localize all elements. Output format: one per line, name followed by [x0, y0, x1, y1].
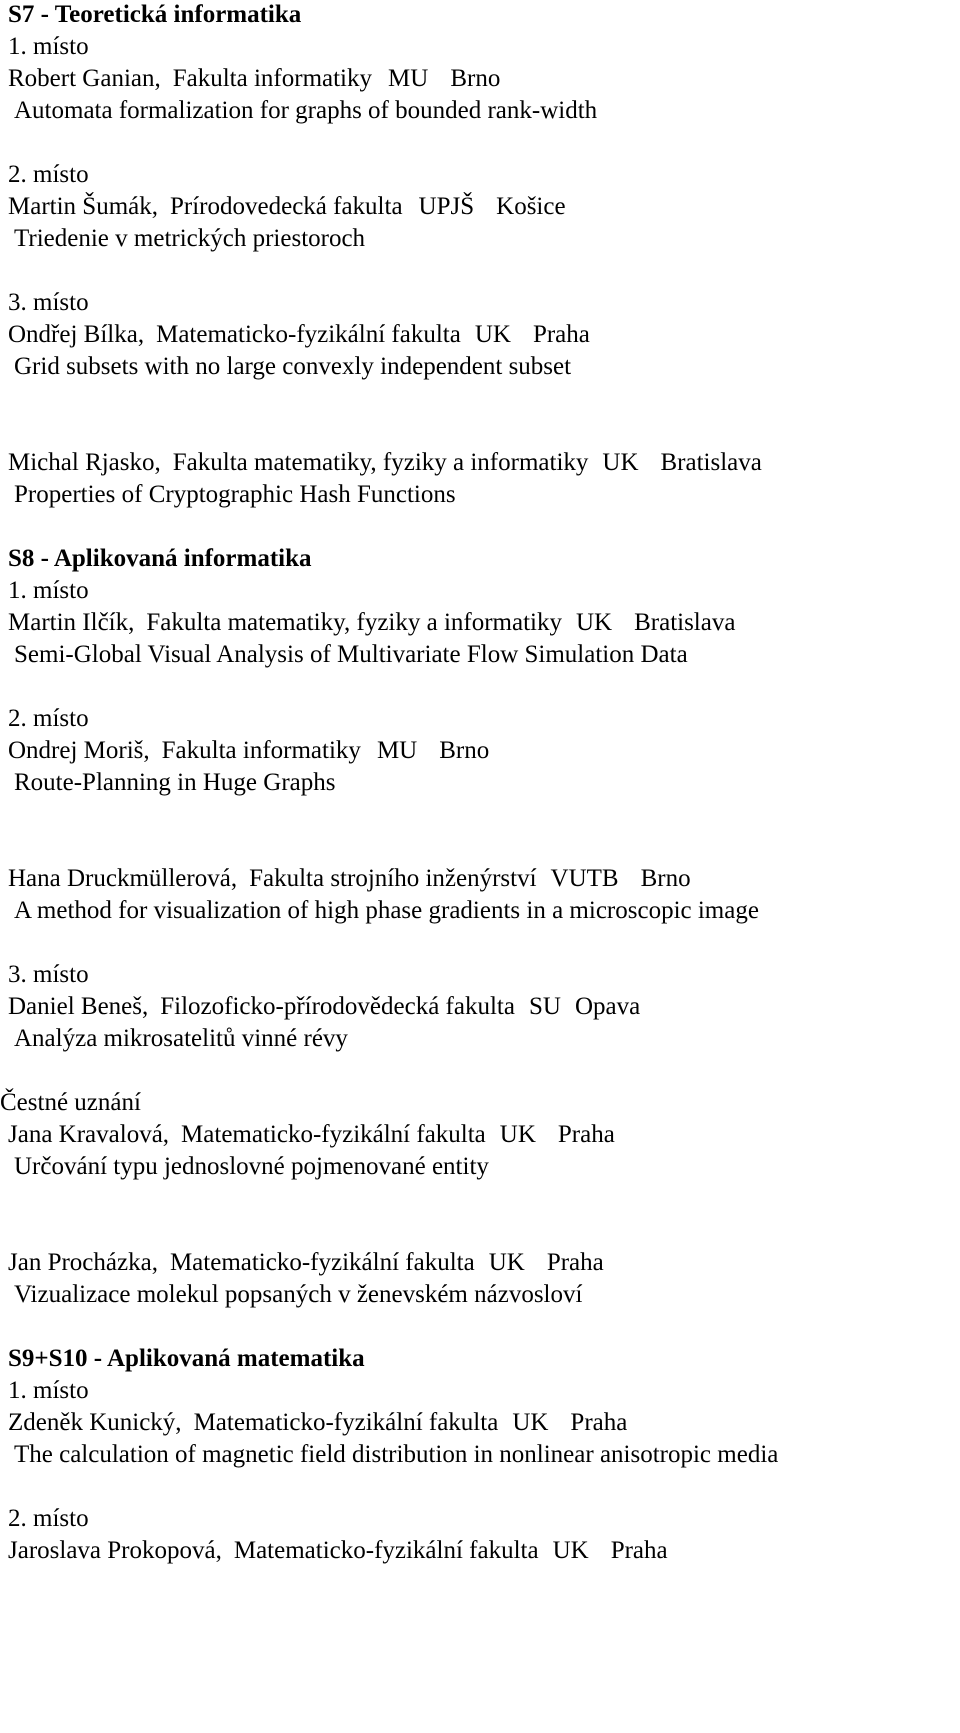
author-line	[8, 1248, 604, 1278]
author-line	[8, 864, 691, 894]
faculty: Fakulta informatiky	[172, 65, 373, 92]
university: UK	[602, 449, 639, 476]
city: Brno	[439, 737, 490, 764]
university: MU	[388, 65, 429, 92]
author-line	[8, 992, 640, 1022]
author-name: Daniel Beneš,	[8, 993, 149, 1020]
university: UK	[488, 1249, 525, 1276]
faculty: Matematicko-fyzikální fakulta	[233, 1537, 539, 1564]
faculty: Matematicko-fyzikální fakulta	[156, 321, 461, 348]
section-heading: S8 - Aplikovaná informatika	[8, 545, 312, 572]
university: UK	[474, 321, 511, 348]
author-line	[8, 320, 590, 350]
section-heading: S7 - Teoretická informatika	[8, 1, 302, 28]
author-name: Martin Šumák,	[8, 193, 158, 220]
place-label: 1. místo	[8, 33, 89, 60]
paper-title: Analýza mikrosatelitů vinné révy	[14, 1025, 348, 1052]
author-line	[8, 1120, 615, 1150]
place-label: 3. místo	[8, 289, 89, 316]
author-name: Jaroslava Prokopová,	[8, 1537, 222, 1564]
city: Bratislava	[660, 449, 762, 476]
faculty: Matematicko-fyzikální fakulta	[193, 1409, 499, 1436]
place-label: 1. místo	[8, 1377, 89, 1404]
section-heading: S9+S10 - Aplikovaná matematika	[8, 1345, 365, 1372]
paper-title: Triedenie v metrických priestoroch	[14, 225, 366, 252]
author-line	[8, 736, 489, 766]
author-name: Jana Kravalová,	[8, 1121, 170, 1148]
city: Praha	[546, 1249, 604, 1276]
paper-title: Route-Planning in Huge Graphs	[14, 769, 336, 796]
paper-title: Semi-Global Visual Analysis of Multivariate Flow Simulation Data	[14, 641, 688, 668]
author-line	[8, 192, 566, 222]
faculty: Matematicko-fyzikální fakulta	[181, 1121, 486, 1148]
university: SU	[528, 993, 561, 1020]
place-label: 1. místo	[8, 577, 89, 604]
author-name: Ondrej Moriš,	[8, 737, 150, 764]
university: MU	[376, 737, 418, 764]
faculty: Filozoficko-přírodovědecká fakulta	[160, 993, 515, 1020]
paper-title: Vizualizace molekul popsaných v ženevském názvosloví	[14, 1281, 583, 1308]
city: Brno	[450, 65, 501, 92]
author-name: Martin Ilčík,	[8, 609, 135, 636]
faculty: Matematicko-fyzikální fakulta	[169, 1249, 475, 1276]
author-name: Jan Procházka,	[8, 1249, 158, 1276]
city: Praha	[532, 321, 590, 348]
author-line	[8, 608, 735, 638]
place-label: 2. místo	[8, 1505, 89, 1532]
paper-title: The calculation of magnetic field distribution in nonlinear anisotropic media	[14, 1441, 779, 1468]
university: UK	[575, 609, 613, 636]
author-name: Ondřej Bílka,	[8, 321, 145, 348]
author-line	[8, 1536, 668, 1566]
paper-title: Automata formalization for graphs of bounded rank-width	[14, 97, 598, 124]
faculty: Fakulta matematiky, fyziky a informatiky	[146, 609, 562, 636]
paper-title: Grid subsets with no large convexly independent subset	[14, 353, 572, 380]
author-line	[8, 64, 500, 94]
university: VUTB	[550, 865, 619, 892]
city: Praha	[570, 1409, 628, 1436]
author-name: Michal Rjasko,	[8, 449, 161, 476]
paper-title: Určování typu jednoslovné pojmenované entity	[14, 1153, 489, 1180]
city: Košice	[496, 193, 566, 220]
place-label: 3. místo	[8, 961, 89, 988]
paper-title: A method for visualization of high phase gradients in a microscopic image	[14, 897, 759, 924]
author-name: Hana Druckmüllerová,	[8, 865, 238, 892]
paper-title: Properties of Cryptographic Hash Functions	[14, 481, 456, 508]
city: Opava	[574, 993, 641, 1020]
university: UK	[512, 1409, 549, 1436]
faculty: Fakulta informatiky	[161, 737, 361, 764]
faculty: Fakulta matematiky, fyziky a informatiky	[172, 449, 589, 476]
university: UPJŠ	[418, 193, 475, 220]
faculty: Prírodovedecká fakulta	[170, 193, 403, 220]
author-name: Zdeněk Kunický,	[8, 1409, 182, 1436]
city: Praha	[610, 1537, 668, 1564]
university: UK	[552, 1537, 589, 1564]
place-label: Čestné uznání	[0, 1089, 141, 1116]
city: Praha	[557, 1121, 615, 1148]
author-line	[8, 1408, 627, 1438]
author-line	[8, 448, 762, 478]
author-name: Robert Ganian,	[8, 65, 161, 92]
university: UK	[499, 1121, 536, 1148]
place-label: 2. místo	[8, 705, 89, 732]
city: Brno	[640, 865, 691, 892]
place-label: 2. místo	[8, 161, 89, 188]
city: Bratislava	[634, 609, 736, 636]
faculty: Fakulta strojního inženýrství	[249, 865, 537, 892]
